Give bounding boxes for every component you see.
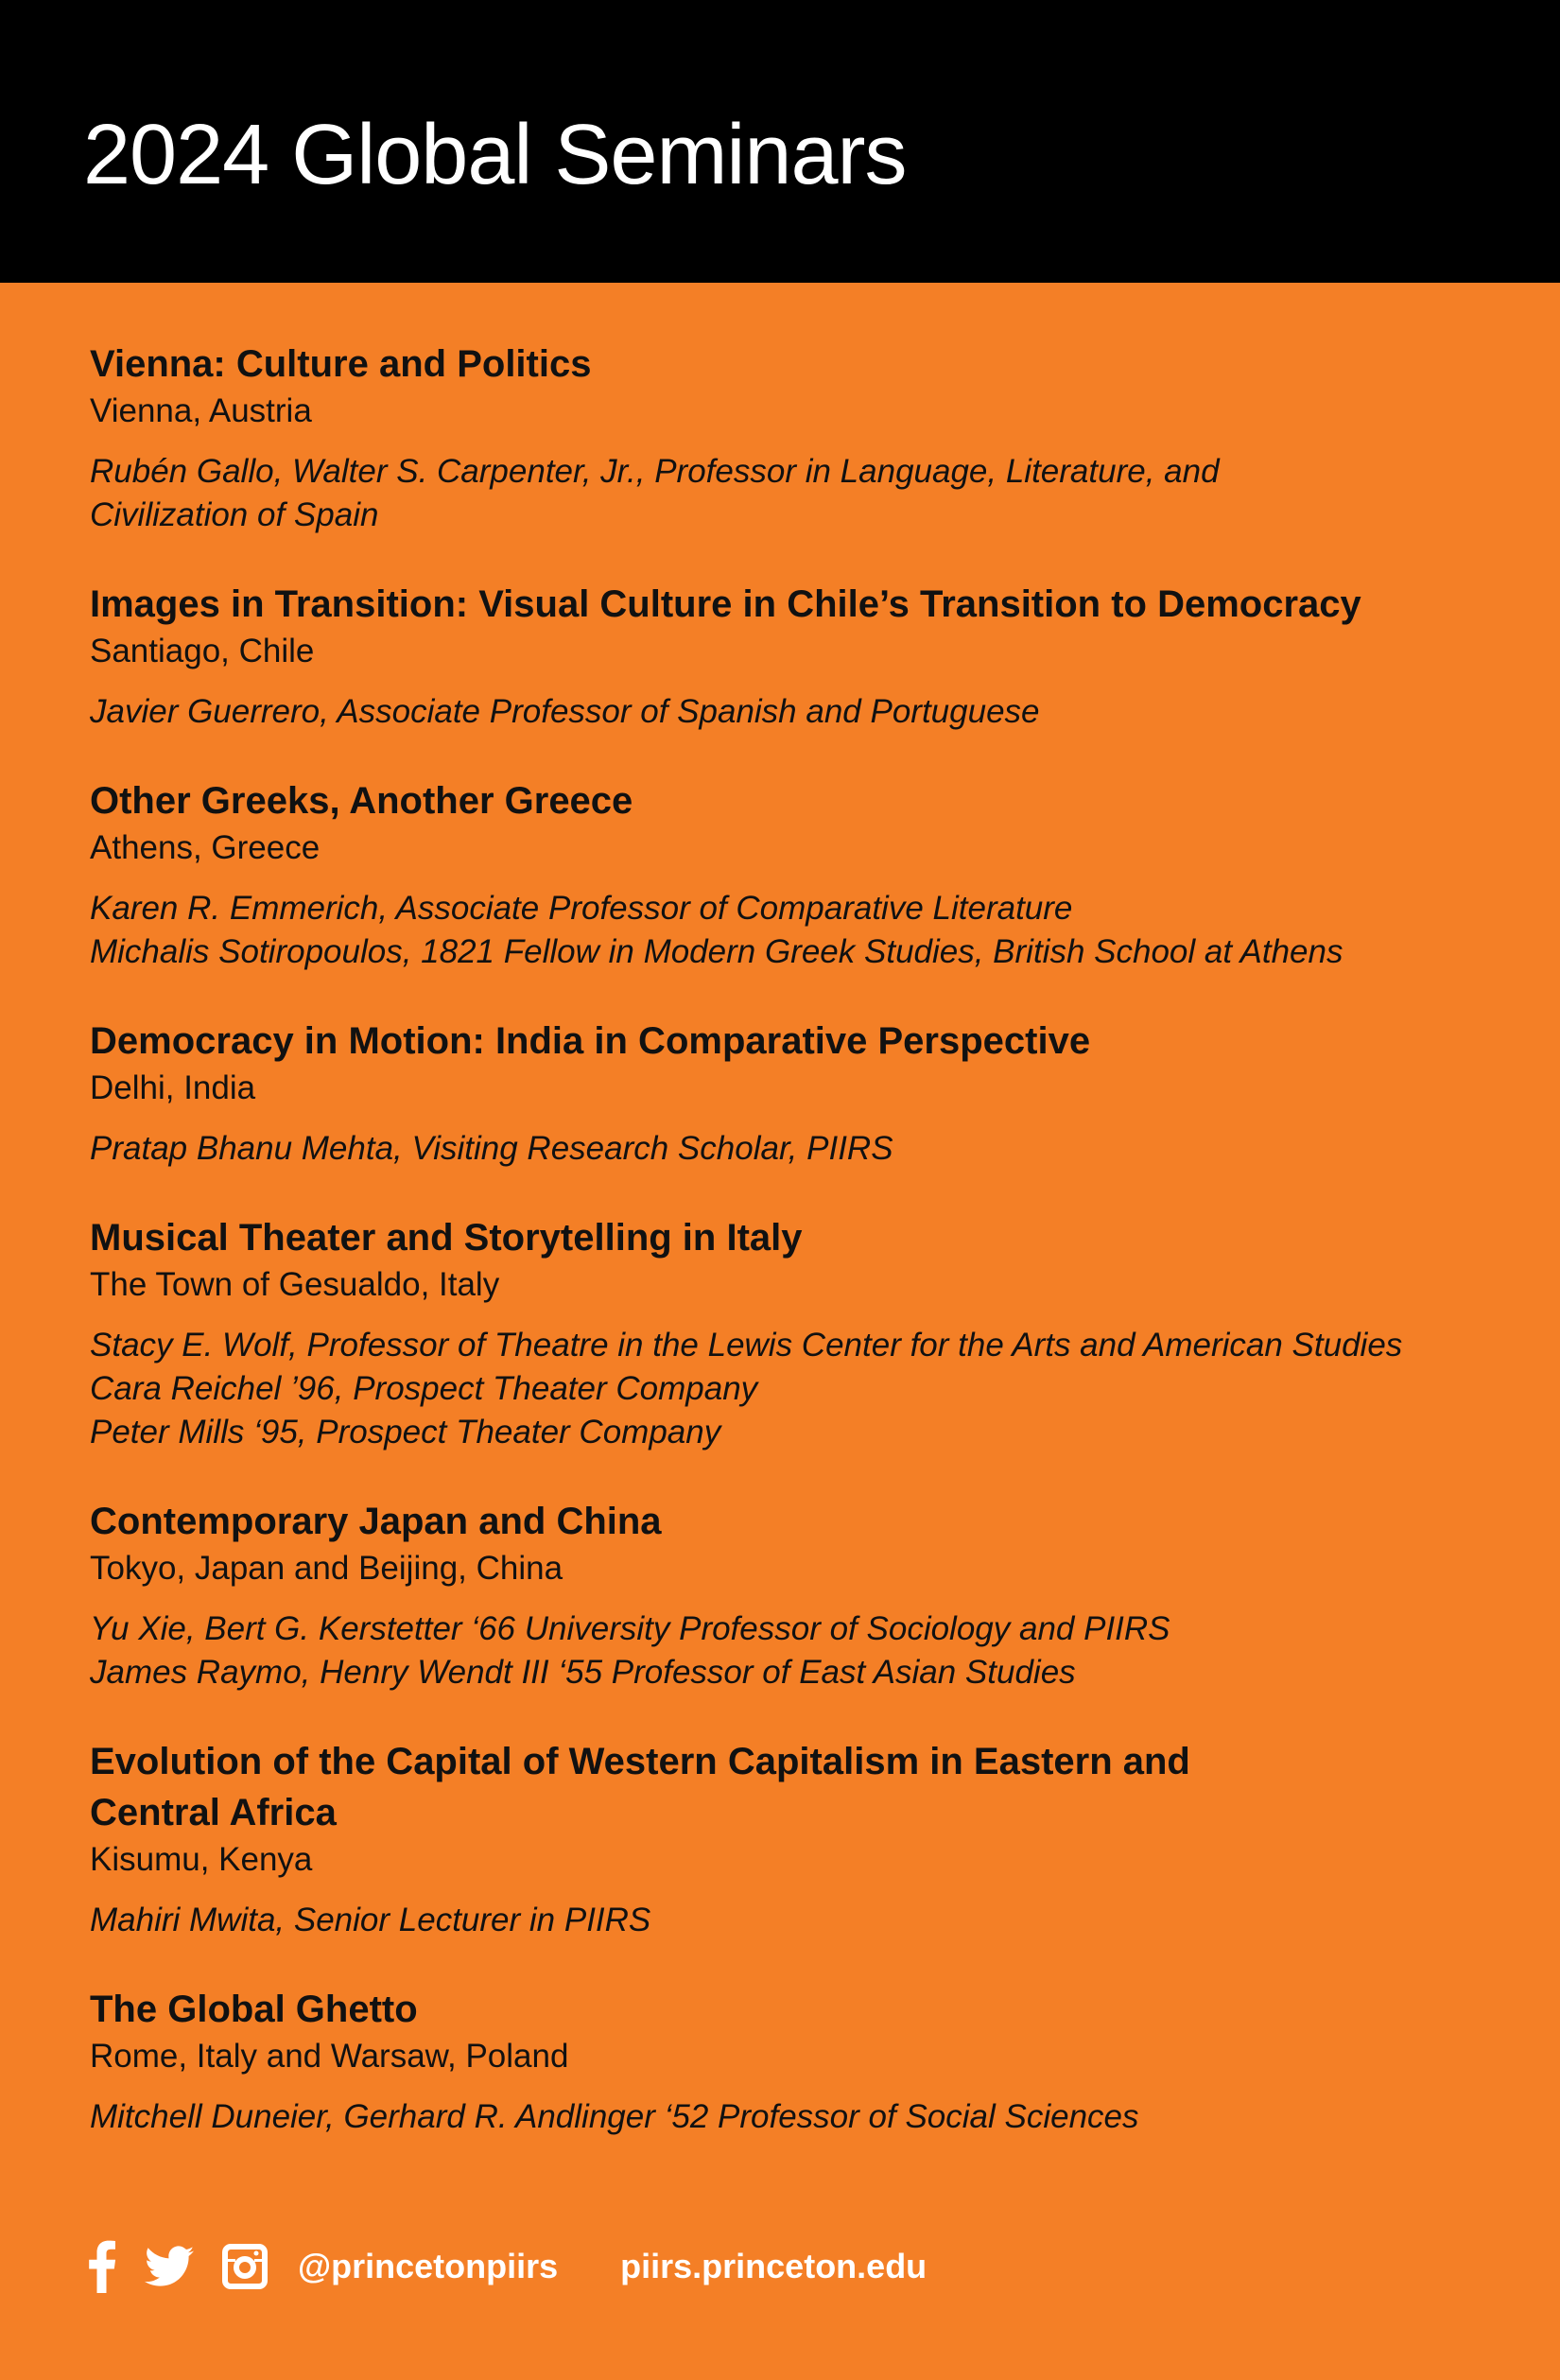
seminar-faculty bbox=[90, 887, 1527, 974]
faculty-member: Michalis Sotiropoulos, 1821 Fellow in Modern Greek Studies, British School at Athens bbox=[90, 933, 1343, 970]
seminar-title: Contemporary Japan and China bbox=[90, 1501, 662, 1542]
faculty-member: Mahiri Mwita, Senior Lecturer in PIIRS bbox=[90, 1902, 651, 1938]
seminar-item bbox=[90, 1496, 1527, 1694]
seminar-faculty bbox=[90, 2095, 1527, 2139]
faculty-member: Peter Mills ‘95, Prospect Theater Company bbox=[90, 1414, 721, 1451]
seminar-item bbox=[90, 1212, 1527, 1454]
faculty-member: Karen R. Emmerich, Associate Professor of Comparative Literature bbox=[90, 890, 1073, 927]
seminar-location: Delhi, India bbox=[90, 1069, 256, 1106]
seminar-item bbox=[90, 1736, 1527, 1942]
seminar-location: Athens, Greece bbox=[90, 829, 321, 866]
seminar-title: Other Greeks, Another Greece bbox=[90, 780, 633, 822]
faculty-member: Pratap Bhanu Mehta, Visiting Research Scholar, PIIRS bbox=[90, 1130, 893, 1167]
social-handle[interactable]: @princetonpiirs bbox=[298, 2247, 559, 2285]
faculty-member: Stacy E. Wolf, Professor of Theatre in the Lewis Center for the Arts and American Studies bbox=[90, 1327, 1403, 1364]
seminar-item bbox=[90, 1984, 1527, 2139]
seminar-faculty bbox=[90, 1607, 1527, 1694]
twitter-icon[interactable] bbox=[145, 2246, 194, 2287]
seminar-title: Musical Theater and Storytelling in Italy bbox=[90, 1217, 803, 1259]
seminar-location: Vienna, Austria bbox=[90, 392, 312, 429]
seminar-location: Tokyo, Japan and Beijing, China bbox=[90, 1550, 563, 1587]
page-title: 2024 Global Seminars bbox=[83, 108, 907, 202]
footer bbox=[88, 2233, 927, 2300]
page-header bbox=[0, 0, 1560, 283]
seminar-item bbox=[90, 775, 1527, 974]
seminar-faculty bbox=[90, 1127, 1527, 1171]
seminar-item bbox=[90, 579, 1527, 734]
seminar-list bbox=[90, 339, 1527, 2139]
seminar-location: Rome, Italy and Warsaw, Poland bbox=[90, 2038, 569, 2075]
faculty-member: Cara Reichel ’96, Prospect Theater Company bbox=[90, 1370, 758, 1407]
seminar-faculty bbox=[90, 690, 1527, 734]
seminar-location: The Town of Gesualdo, Italy bbox=[90, 1266, 500, 1303]
seminar-title: The Global Ghetto bbox=[90, 1989, 418, 2030]
faculty-member: Mitchell Duneier, Gerhard R. Andlinger ‘52 Professor of Social Sciences bbox=[90, 2098, 1139, 2135]
faculty-member: James Raymo, Henry Wendt III ‘55 Professor of East Asian Studies bbox=[90, 1654, 1076, 1691]
seminar-item bbox=[90, 339, 1527, 537]
facebook-icon[interactable] bbox=[88, 2240, 116, 2293]
seminar-faculty bbox=[90, 1899, 1527, 1942]
seminar-title: Images in Transition: Visual Culture in Chile’s Transition to Democracy bbox=[90, 583, 1361, 625]
seminar-item bbox=[90, 1016, 1527, 1171]
seminar-title: Democracy in Motion: India in Comparative Perspective bbox=[90, 1020, 1091, 1062]
website-link[interactable]: piirs.princeton.edu bbox=[620, 2247, 927, 2285]
faculty-member: Javier Guerrero, Associate Professor of Spanish and Portuguese bbox=[90, 693, 1040, 730]
seminar-title: Evolution of the Capital of Western Capitalism in Eastern and Central Africa bbox=[90, 1741, 1190, 1833]
seminar-location: Santiago, Chile bbox=[90, 633, 315, 669]
seminar-faculty bbox=[90, 450, 1527, 537]
seminar-title: Vienna: Culture and Politics bbox=[90, 343, 592, 385]
instagram-icon[interactable] bbox=[222, 2244, 268, 2289]
faculty-member: Yu Xie, Bert G. Kerstetter ‘66 University Professor of Sociology and PIIRS bbox=[90, 1610, 1170, 1647]
seminar-faculty bbox=[90, 1324, 1527, 1454]
seminar-location: Kisumu, Kenya bbox=[90, 1841, 313, 1878]
faculty-member: Rubén Gallo, Walter S. Carpenter, Jr., Professor in Language, Literature, and Civilization of Spain bbox=[90, 453, 1220, 533]
